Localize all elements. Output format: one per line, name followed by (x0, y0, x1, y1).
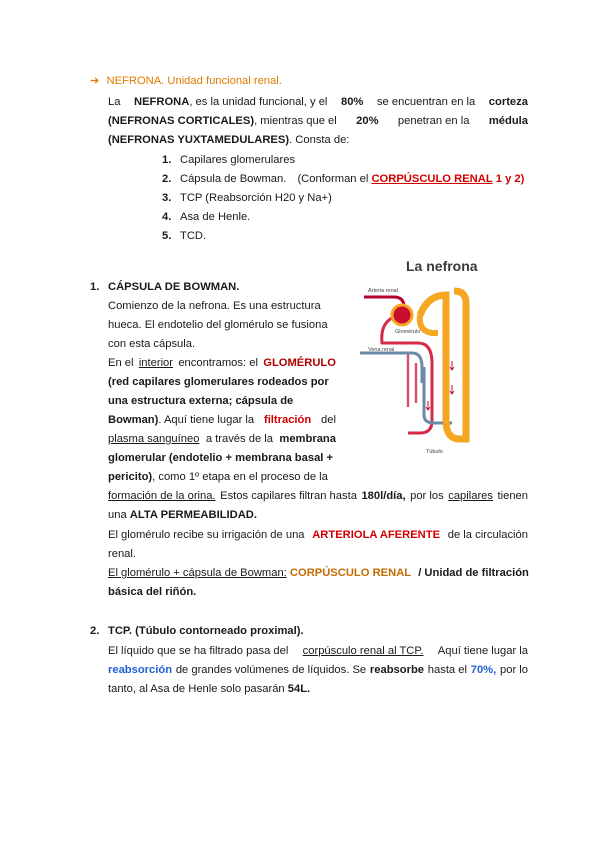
s1-p3-line-2: renal. (108, 548, 136, 560)
s1-p1-line-2: hueca. El endotelio del glomérulo se fusiona (108, 319, 328, 331)
section-heading (90, 74, 282, 88)
s1-p2-line-9: una ALTA PERMEABILIDAD. (108, 509, 257, 521)
glomerulus-shape (392, 305, 412, 325)
s2-line-2: reabsorción de grandes volúmenes de líquidos. Se reabsorbe hasta el 70%, por lo (108, 664, 528, 676)
s1-p4-line-2: básica del riñón. (108, 586, 197, 598)
s1-p2-line-4: Bowman). Aquí tiene lugar la filtración del (108, 414, 336, 426)
label-vena: Vena renal (368, 347, 395, 353)
arrow-icon: ➔ (90, 75, 100, 87)
figure-title: La nefrona (406, 258, 478, 274)
s1-p1-line-3: con esta cápsula. (108, 338, 196, 350)
list-item: 2. Cápsula de Bowman. (Conforman el CORPÚSCULO RENAL 1 y 2) (162, 173, 525, 185)
s1-p2-line-3: una estructura externa; cápsula de (108, 395, 294, 407)
intro-line-2: (NEFRONAS CORTICALES), mientras que el 20% penetran en la médula (108, 115, 528, 127)
s2-line-1: El líquido que se ha filtrado pasa del corpúsculo renal al TCP. Aquí tiene lugar la (108, 645, 528, 657)
s1-p2-line-6: glomerular (endotelio + membrana basal + (108, 452, 334, 464)
s1-p2-line-1: En el interior encontramos: el GLOMÉRULO (108, 357, 336, 369)
heading-title: NEFRONA. Unidad funcional renal. (106, 75, 282, 87)
list-item: 1. Capilares glomerulares (162, 154, 296, 166)
label-arteria: Arteria renal (368, 288, 398, 294)
tubule-path (420, 291, 466, 439)
s1-p2-line-8: formación de la orina. Estos capilares filtran hasta 180l/día, por los capilares tienen (108, 490, 528, 502)
label-glomerulo: Glomérulo (395, 329, 421, 335)
list-item: 5. TCD. (162, 230, 207, 242)
label-tubulo: Túbulo (426, 449, 443, 455)
s1-p1-line-1: Comienzo de la nefrona. Es una estructura (108, 300, 321, 312)
intro-line-1: La NEFRONA, es la unidad funcional, y el 80% se encuentran en la corteza (108, 96, 528, 108)
section-2-heading: 2. TCP. (Túbulo contorneado proximal). (90, 625, 304, 637)
list-item: 3. TCP (Reabsorción H20 y Na+) (162, 192, 332, 204)
s1-p2-line-7: pericito), como 1º etapa en el proceso de la (108, 471, 328, 483)
nephron-diagram (360, 283, 490, 463)
list-item: 4. Asa de Henle. (162, 211, 251, 223)
renal-vein-vessel (360, 353, 452, 423)
intro-line-3: (NEFRONAS YUXTAMEDULARES). Consta de: (108, 134, 350, 146)
section-1-heading: 1. CÁPSULA DE BOWMAN. (90, 281, 240, 293)
s1-p2-line-5: plasma sanguíneo a través de la membrana (108, 433, 336, 445)
s1-p3-line-1: El glomérulo recibe su irrigación de una ARTERIOLA AFERENTE de la circulación (108, 529, 528, 541)
s1-p4-line-1: El glomérulo + cápsula de Bowman: CORPÚSCULO RENAL / Unidad de filtración (108, 567, 529, 579)
s2-line-3: tanto, al Asa de Henle solo pasarán 54L. (108, 683, 311, 695)
s1-p2-line-2: (red capilares glomerulares rodeados por (108, 376, 329, 388)
